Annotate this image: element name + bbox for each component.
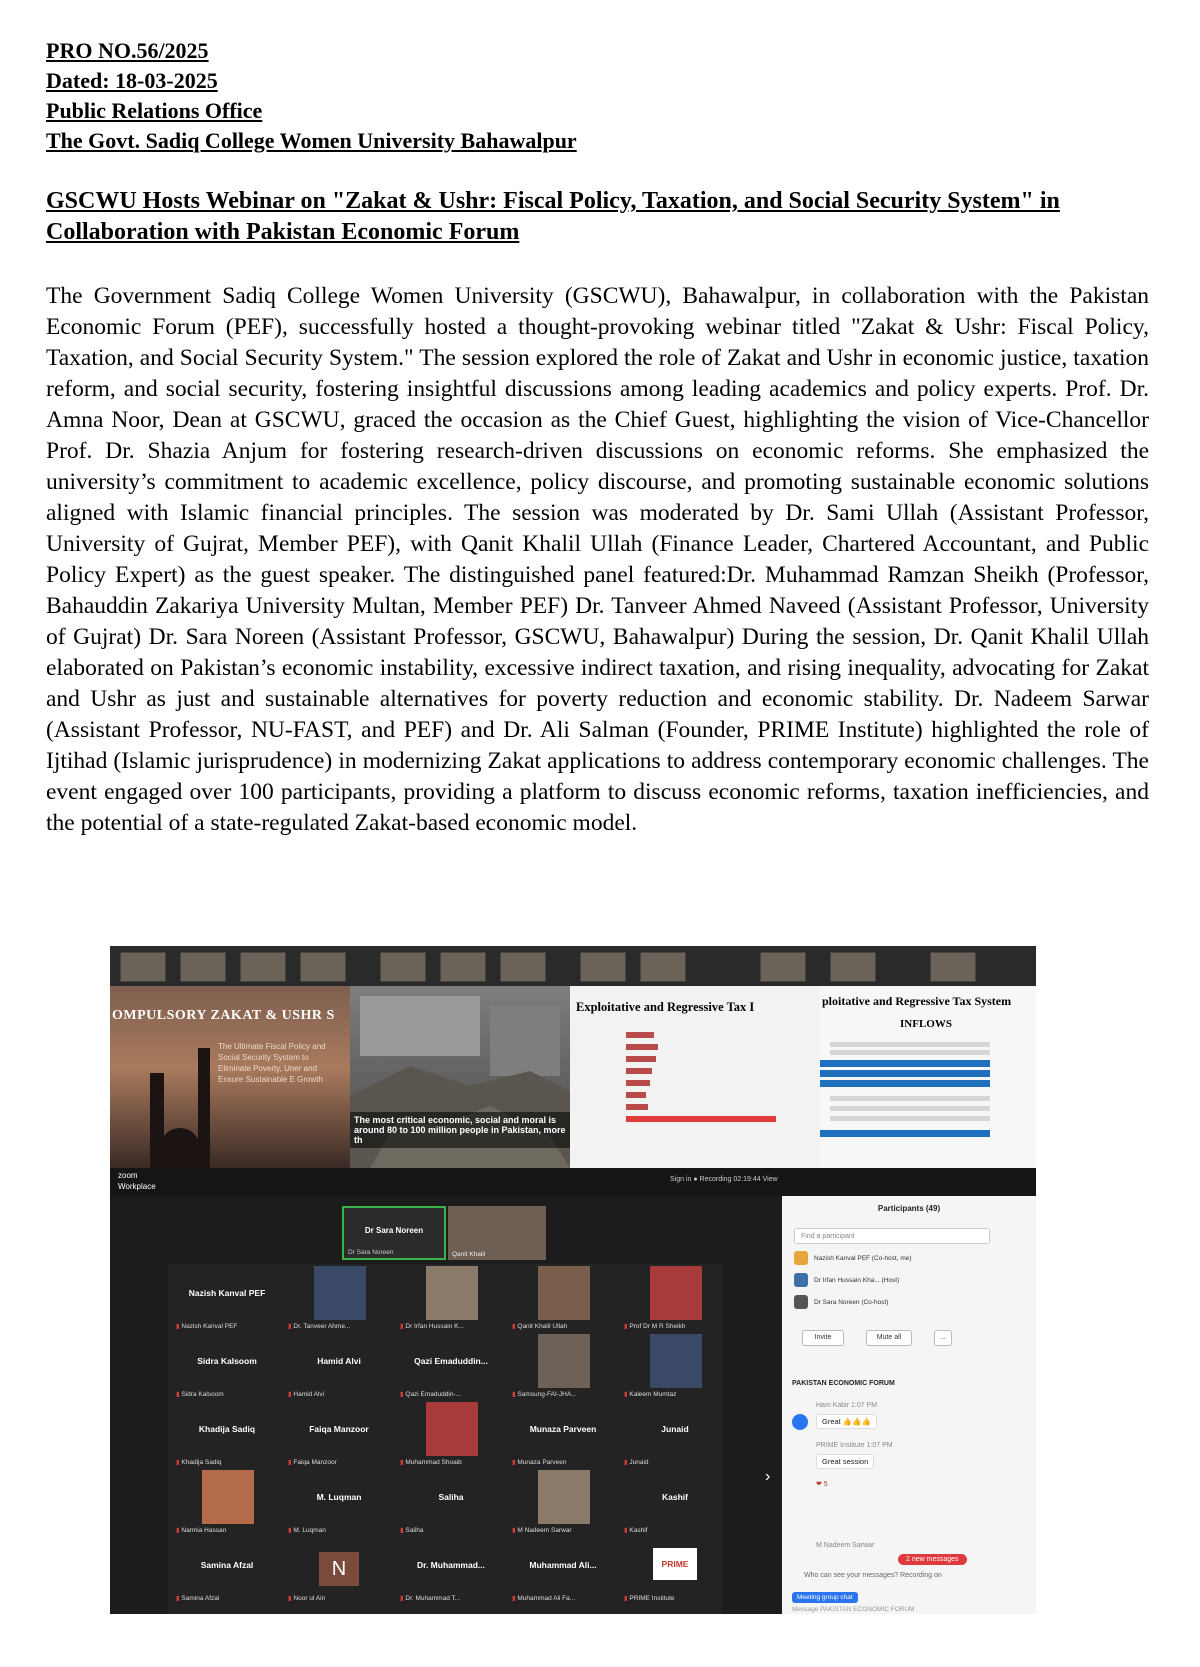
participant-display-name: Munaza Parveen — [529, 1424, 597, 1434]
chat-title: PAKISTAN ECONOMIC FORUM — [792, 1380, 895, 1387]
participant-label: ▮ Kashif — [624, 1526, 647, 1534]
participant-label: ▮ M. Luqman — [288, 1526, 326, 1534]
zoom-logo-line2: Workplace — [118, 1182, 156, 1191]
participant-display-name: M. Luqman — [316, 1492, 362, 1502]
participant-video — [314, 1266, 366, 1320]
find-participant-input[interactable]: Find a participant — [794, 1228, 990, 1244]
chat-sender: PRIME Institute 1:07 PM — [816, 1442, 893, 1449]
zoom-gallery-view — [110, 1196, 782, 1614]
table-row — [830, 1116, 990, 1121]
next-page-arrow-icon[interactable]: › — [765, 1468, 771, 1485]
participant-label: ▮ Dr. Tanveer Ahme... — [288, 1322, 350, 1330]
chart-bar — [626, 1116, 776, 1122]
chart-bar — [626, 1080, 650, 1086]
participant-label: ▮ Qanit Khalil Ullah — [512, 1322, 567, 1330]
active-speaker-name: Dr Sara Noreen — [364, 1226, 424, 1235]
participant-tile[interactable] — [396, 1538, 506, 1606]
participant-name: Dr Sara Noreen (Co-host) — [814, 1299, 889, 1306]
participant-tile[interactable] — [172, 1334, 282, 1402]
participant-video — [650, 1266, 702, 1320]
reaction-count: ❤ 5 — [816, 1481, 828, 1488]
slide-poverty-photo — [350, 946, 570, 1168]
participant-label: ▮ M Nadeem Sarwar — [512, 1526, 572, 1534]
participant-label: ▮ Noor ul Ain — [288, 1594, 325, 1602]
participant-label: ▮ Faiqa Manzoor — [288, 1458, 337, 1466]
chart-bar — [626, 1044, 658, 1050]
video-thumbnail-strip — [570, 946, 820, 986]
video-thumbnail-strip — [110, 946, 350, 986]
participant-tile[interactable] — [284, 1402, 394, 1470]
participant-display-name: Hamid Alvi — [317, 1356, 361, 1366]
table-row — [830, 1050, 990, 1055]
slide-c-title: Exploitative and Regressive Tax I — [576, 1000, 755, 1014]
send-to-dropdown[interactable]: Meeting group chat — [792, 1592, 858, 1603]
participant-video — [426, 1402, 478, 1456]
participant-label: ▮ Dr Irfan Hussain K... — [400, 1322, 464, 1330]
video-thumbnail — [240, 952, 286, 982]
chat-sender: Ham Kabir 1:07 PM — [816, 1402, 878, 1409]
video-thumbnail — [120, 952, 166, 982]
participant-tile[interactable] — [396, 1470, 506, 1538]
participant-tile[interactable] — [620, 1538, 730, 1606]
participant-label: ▮ Muhammad Shoaib — [400, 1458, 462, 1466]
table-row — [830, 1106, 990, 1111]
webinar-photo-collage — [110, 946, 1036, 1614]
participant-label: ▮ Dr. Muhammad T... — [400, 1594, 460, 1602]
participant-name: Dr Irfan Hussain Kha... (Host) — [814, 1277, 900, 1284]
participant-display-name: Saliha — [438, 1492, 464, 1502]
participant-display-name: Samina Afzal — [200, 1560, 254, 1570]
avatar — [794, 1251, 808, 1265]
chat-message: Great session — [816, 1454, 874, 1469]
mute-all-button[interactable]: Mute all — [866, 1330, 912, 1346]
chart-bar — [626, 1068, 652, 1074]
participant-label: ▮ Junaid — [624, 1458, 649, 1466]
participant-tile[interactable] — [508, 1470, 618, 1538]
video-thumbnail — [830, 952, 876, 982]
participant-display-name: Dr. Muhammad... — [416, 1560, 485, 1570]
participant-label: ▮ PRIME Institute — [624, 1594, 675, 1602]
chat-visibility-note: Who can see your messages? Recording on — [804, 1572, 942, 1579]
chat-sender: M Nadeem Sarwar — [816, 1542, 875, 1549]
speaker-label: Qanit Khalil — [452, 1251, 486, 1258]
participant-video — [202, 1470, 254, 1524]
speaker-video-tile — [448, 1206, 546, 1260]
chart-bar — [626, 1092, 646, 1098]
participant-display-name: Junaid — [661, 1424, 689, 1434]
more-button[interactable]: ... — [934, 1330, 952, 1346]
participant-video — [538, 1334, 590, 1388]
participant-label: ▮ Kaleem Mumtaz — [624, 1390, 676, 1398]
participant-display-name: Qazi Emaduddin... — [414, 1356, 488, 1366]
video-thumbnail — [180, 952, 226, 982]
participant-tile[interactable] — [396, 1334, 506, 1402]
zoom-sidebar — [782, 1196, 1036, 1614]
table-row-highlighted — [820, 1080, 990, 1087]
chart-bar — [626, 1056, 656, 1062]
table-row — [830, 1096, 990, 1101]
table-row-highlighted — [820, 1070, 990, 1077]
participant-label: ▮ Hamid Alvi — [288, 1390, 324, 1398]
participant-grid — [168, 1264, 722, 1614]
participant-label: ▮ Muhammad Ali Fa... — [512, 1594, 575, 1602]
participant-video — [538, 1470, 590, 1524]
slide-exploitative-tax-chart — [570, 946, 820, 1168]
participant-display-name: Faiqa Manzoor — [309, 1424, 369, 1434]
participant-video — [650, 1334, 702, 1388]
zoom-logo — [118, 1170, 156, 1192]
participant-label: ▮ Nazish Kanval PEF — [176, 1322, 237, 1330]
participant-label: ▮ Khadija Sadiq — [176, 1458, 222, 1466]
participant-label: ▮ Saliha — [400, 1526, 423, 1534]
participant-label: ▮ Sidra Kalsoom — [176, 1390, 224, 1398]
participant-row[interactable] — [794, 1250, 1024, 1268]
participant-tile[interactable] — [284, 1266, 394, 1334]
pro-number: PRO NO.56/2025 — [46, 38, 209, 63]
participants-title: Participants (49) — [877, 1204, 941, 1213]
participant-label: ▮ Prof Dr M R Sheikh — [624, 1322, 685, 1330]
university-line: The Govt. Sadiq College Women University Bahawalpur — [46, 128, 577, 153]
participant-tile[interactable] — [396, 1266, 506, 1334]
article-body: The Government Sadiq College Women University (GSCWU), Bahawalpur, in collaboration with the Pakistan Economic Forum (PEF), successfully hosted a thought-provoking webinar titled "Zakat & Ushr: Fiscal Policy, Taxation, and Social Security System." The session explored the role of Zakat and Ushr in economic justice, taxation reform, and social security, fostering insightful discussions among leading academics and policy experts. Prof. Dr. Amna Noor, Dean at GSCWU, graced the occasion as the Chief Guest, highlighting the vision of Vice-Chancellor Prof. Dr. Shazia Anjum for fostering research-driven discussions on economic reforms. She emphasized the university’s commitment to academic excellence, policy discourse, and promoting sustainable economic solutions aligned with Islamic financial principles. The session was moderated by Dr. Sami Ullah (Assistant Professor, University of Gujrat, Member PEF), with Qanit Khalil Ullah (Finance Leader, Chartered Accountant, and Public Policy Expert) as the guest speaker. The distinguished panel featured:Dr. Muhammad Ramzan Sheikh (Professor, Bahauddin Zakariya University Multan, Member PEF) Dr. Tanveer Ahmed Naveed (Assistant Professor, University of Gujrat) Dr. Sara Noreen (Assistant Professor, GSCWU, Bahawalpur) During the session, Dr. Qanit Khalil Ullah elaborated on Pakistan’s economic instability, excessive indirect taxation, and rising inequality, advocating for Zakat and Ushr as just and sustainable alternatives for poverty reduction and economic stability. Dr. Nadeem Sarwar (Assistant Professor, NU-FAST, and PEF) and Dr. Ali Salman (Founder, PRIME Institute) highlighted the role of Ijtihad (Islamic jurisprudence) in modernizing Zakat applications to address contemporary economic challenges. The event engaged over 100 participants, providing a platform to discuss economic reforms, taxation inefficiencies, and the potential of a state-regulated Zakat-based economic model. — [46, 283, 1149, 836]
participant-name: Nazish Kanval PEF (Co-host, me) — [814, 1255, 912, 1262]
participant-tile[interactable] — [396, 1402, 506, 1470]
participant-display-name: PRIME — [653, 1548, 697, 1580]
participant-label: ▮ Qazi Emaduddin-... — [400, 1390, 461, 1398]
avatar — [794, 1295, 808, 1309]
office-line: Public Relations Office — [46, 98, 263, 123]
participant-video — [538, 1266, 590, 1320]
participant-display-name: Kashif — [662, 1492, 688, 1502]
participant-tile[interactable] — [172, 1470, 282, 1538]
avatar — [794, 1273, 808, 1287]
letter-header — [46, 36, 577, 156]
participant-display-name: Sidra Kalsoom — [197, 1356, 257, 1366]
date-line: Dated: 18-03-2025 — [46, 68, 218, 93]
inflows-heading: INFLOWS — [900, 1018, 952, 1030]
participant-row[interactable] — [794, 1294, 1024, 1312]
participant-tile[interactable] — [620, 1334, 730, 1402]
slide-compulsory-zakat — [110, 946, 350, 1168]
active-speaker-label: Dr Sara Noreen — [348, 1249, 394, 1256]
video-thumbnail — [300, 952, 346, 982]
article-title: GSCWU Hosts Webinar on "Zakat & Ushr: Fiscal Policy, Taxation, and Social Security System" in Collaboration with Pakistan Economic Forum — [46, 188, 1060, 245]
participant-display-name: Khadija Sadiq — [198, 1424, 256, 1434]
table-row-highlighted — [820, 1060, 990, 1067]
zoom-title-bar — [110, 1168, 1036, 1196]
participant-tile[interactable] — [172, 1266, 282, 1334]
active-speaker-tile — [342, 1206, 446, 1260]
participant-display-name: Muhammad Ali... — [529, 1560, 597, 1570]
slide-b-caption: The most critical economic, social and moral is around 80 to 100 million people in Pakistan, more th — [350, 1112, 570, 1148]
participant-tile[interactable] — [508, 1402, 618, 1470]
video-thumbnail — [930, 952, 976, 982]
video-thumbnail — [640, 952, 686, 982]
video-thumbnail — [580, 952, 626, 982]
participant-tile[interactable] — [620, 1470, 730, 1538]
chart-bar — [626, 1032, 654, 1038]
video-thumbnail-strip — [820, 946, 1036, 986]
chart-bar — [626, 1104, 648, 1110]
participant-tile[interactable] — [508, 1334, 618, 1402]
participant-video — [426, 1266, 478, 1320]
participant-label: ▮ Samina Afzal — [176, 1594, 219, 1602]
chat-avatar — [792, 1414, 808, 1430]
participant-tile[interactable] — [284, 1538, 394, 1606]
participant-tile[interactable] — [508, 1538, 618, 1606]
table-row — [830, 1042, 990, 1047]
slide-a-title: OMPULSORY ZAKAT & USHR S — [112, 1008, 335, 1023]
chat-message: Great 👍👍👍 — [816, 1414, 877, 1429]
participant-display-name: Nazish Kanval PEF — [188, 1288, 266, 1298]
participant-tile[interactable] — [172, 1402, 282, 1470]
participant-tile[interactable] — [620, 1402, 730, 1470]
slide-inflows-table — [820, 946, 1036, 1168]
slide-a-text: The Ultimate Fiscal Policy and Social Security System to Eliminate Poverty, Uner and Ensure Sustainable E Growth — [218, 1042, 326, 1084]
zoom-logo-line1: zoom — [118, 1171, 138, 1180]
participant-tile[interactable] — [620, 1266, 730, 1334]
participant-tile[interactable] — [172, 1538, 282, 1606]
participant-tile[interactable] — [284, 1334, 394, 1402]
participant-display-name: N — [319, 1552, 359, 1586]
participant-row[interactable] — [794, 1272, 1024, 1290]
participant-tile[interactable] — [284, 1470, 394, 1538]
participant-tile[interactable] — [508, 1266, 618, 1334]
slide-d-title: ploitative and Regressive Tax System — [822, 994, 1012, 1008]
participant-label: ▮ Narmia Hassan — [176, 1526, 226, 1534]
invite-button[interactable]: Invite — [802, 1330, 844, 1346]
participant-label: ▮ Samsung-FAI-JHA... — [512, 1390, 577, 1398]
table-row-highlighted — [820, 1130, 990, 1137]
chat-message-input[interactable]: Message PAKISTAN ECONOMIC FORUM — [792, 1606, 915, 1613]
new-messages-badge[interactable]: 2 new messages — [898, 1554, 967, 1565]
zoom-status: Sign in ● Recording 02:19:44 View — [670, 1176, 778, 1183]
participant-label: ▮ Munaza Parveen — [512, 1458, 567, 1466]
dome-silhouette — [160, 1128, 200, 1168]
slide-screenshots — [110, 946, 1036, 1168]
video-thumbnail — [760, 952, 806, 982]
